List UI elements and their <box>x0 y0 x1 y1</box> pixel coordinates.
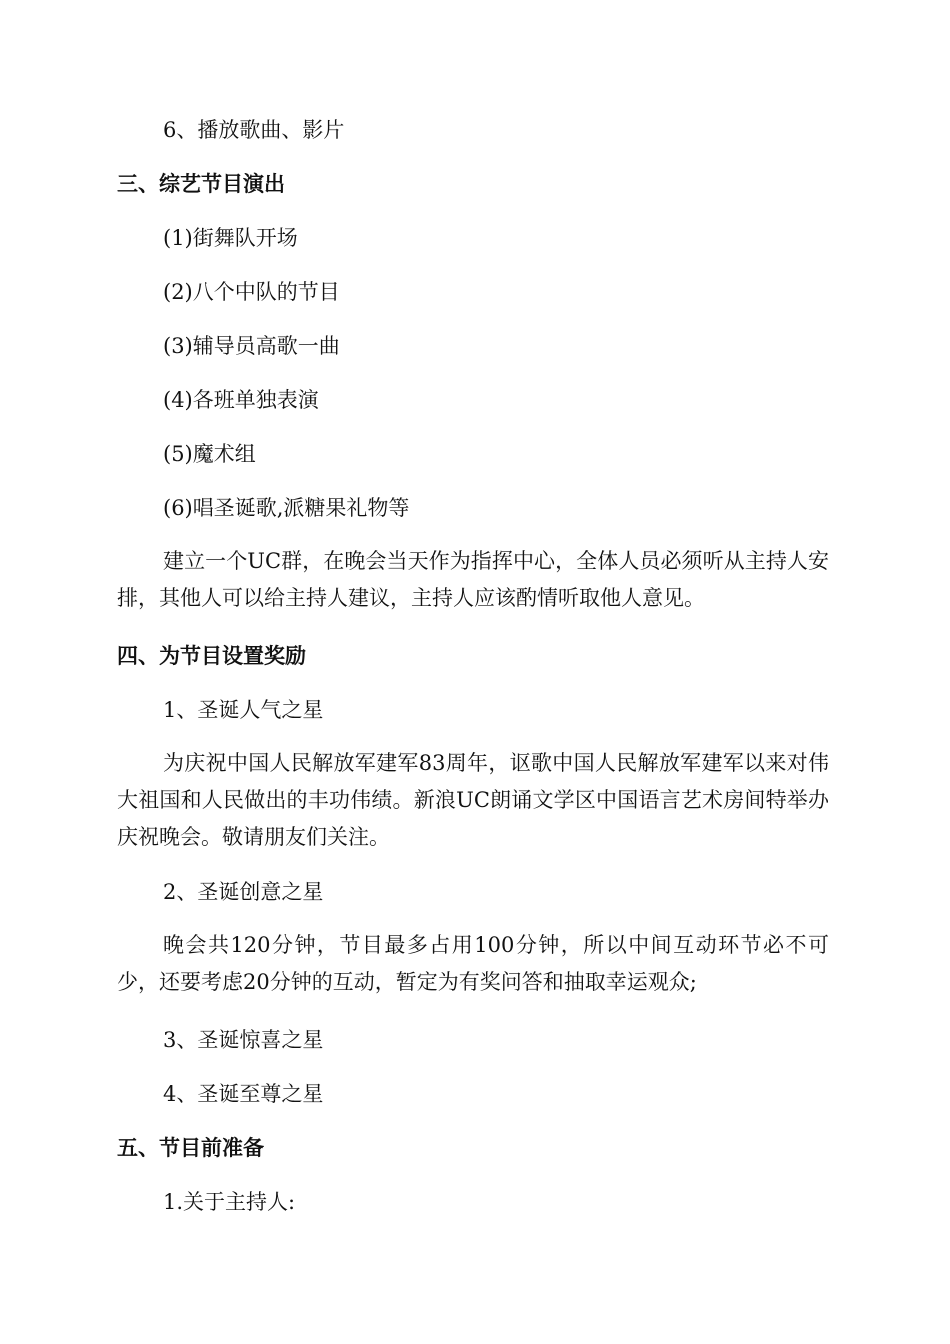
list-item-show-3: (3)辅导员高歌一曲 <box>163 334 340 358</box>
list-item-show-1: (1)街舞队开场 <box>163 226 298 250</box>
list-item-show-4: (4)各班单独表演 <box>163 388 319 412</box>
paragraph-celebration: 为庆祝中国人民解放军建军83周年，讴歌中国人民解放军建军以来对伟大祖国和人民做出的丰功伟绩。新浪UC朗诵文学区中国语言艺术房间特举办庆祝晚会。敬请朋友们关注。 <box>117 751 829 849</box>
list-item-play-songs: 6、播放歌曲、影片 <box>163 118 345 142</box>
award-item-3: 3、圣诞惊喜之星 <box>163 1028 324 1052</box>
section-heading-variety-show: 三、综艺节目演出 <box>117 172 285 196</box>
paragraph-uc-group: 建立一个UC群，在晚会当天作为指挥中心，全体人员必须听从主持人安排，其他人可以给主持人建议，主持人应该酌情听取他人意见。 <box>117 549 829 610</box>
prep-item-host: 1.关于主持人: <box>163 1190 296 1214</box>
list-item-show-6: (6)唱圣诞歌,派糖果礼物等 <box>163 496 410 520</box>
section-heading-awards: 四、为节目设置奖励 <box>117 644 306 668</box>
section-heading-preparation: 五、节目前准备 <box>117 1136 264 1160</box>
list-item-show-5: (5)魔术组 <box>163 442 256 466</box>
award-item-4: 4、圣诞至尊之星 <box>163 1082 324 1106</box>
award-item-1: 1、圣诞人气之星 <box>163 698 324 722</box>
award-item-2: 2、圣诞创意之星 <box>163 880 324 904</box>
paragraph-duration: 晚会共120分钟，节目最多占用100分钟，所以中间互动环节必不可少，还要考虑20分钟的互动，暂定为有奖问答和抽取幸运观众; <box>117 933 829 994</box>
list-item-show-2: (2)八个中队的节目 <box>163 280 340 304</box>
